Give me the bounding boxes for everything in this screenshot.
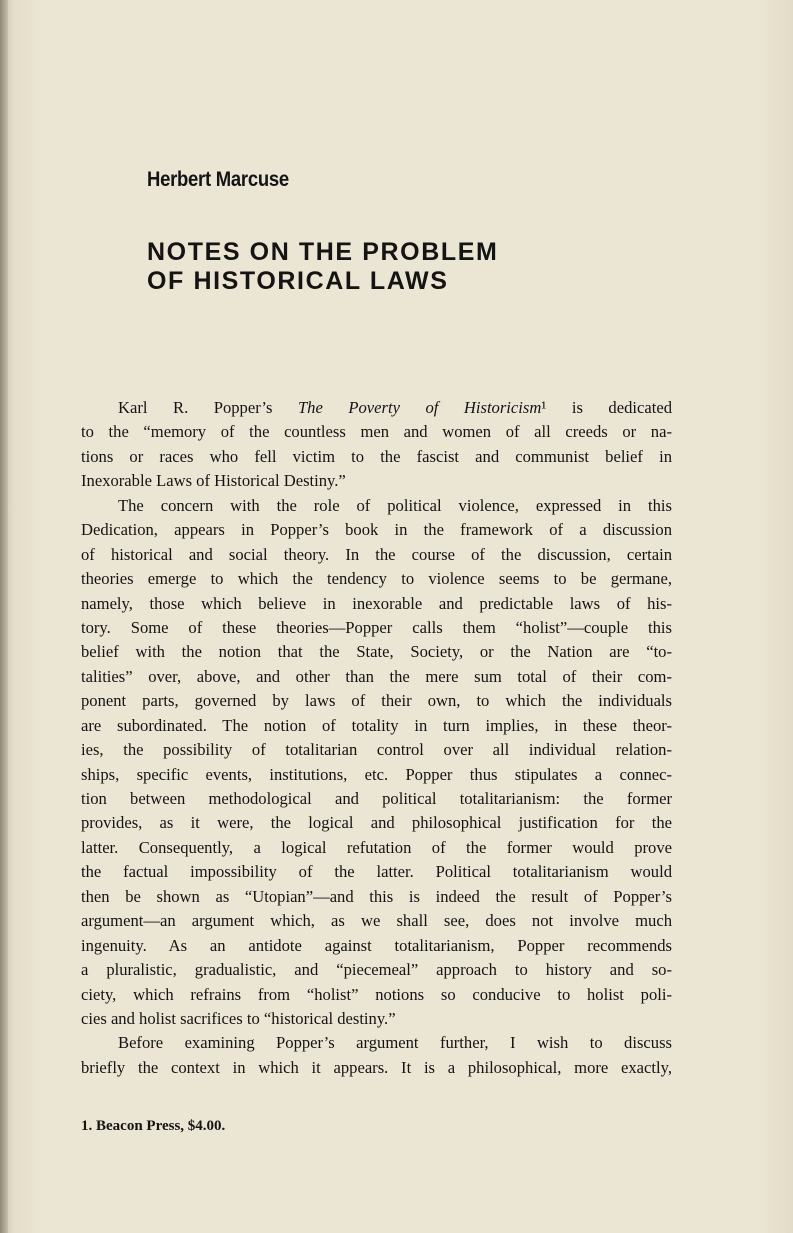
body-line: cies and holist sacrifices to “historical destiny.” (81, 1008, 396, 1028)
author-name: Herbert Marcuse (147, 168, 289, 191)
body-line: tions or races who fell victim to the fascist and communist belief in (81, 446, 672, 466)
body-line: Dedication, appears in Popper’s book in the framework of a discussion (81, 520, 672, 540)
body-line: briefly the context in which it appears. It is a philosophical, more exactly, (81, 1057, 672, 1077)
body-line: ciety, which refrains from “holist” notions so conducive to holist poli- (81, 984, 672, 1004)
body-line: argument—an argument which, as we shall see, does not involve much (81, 911, 672, 931)
body-line: tion between methodological and political totalitarianism: the former (81, 789, 672, 808)
body-line: Inexorable Laws of Historical Destiny.” (81, 471, 346, 491)
body-line: namely, those which believe in inexorable and predictable laws of his- (81, 593, 672, 613)
body-line: to the “memory of the countless men and women of all creeds or na- (81, 422, 672, 442)
body-line: provides, as it were, the logical and philosophical justification for the (81, 813, 672, 833)
body-line: talities” over, above, and other than the mere sum total of their com- (81, 666, 672, 686)
body-line: ships, specific events, institutions, etc. Popper thus stipulates a connec- (81, 764, 672, 784)
body-line: tory. Some of these theories—Popper calls them “holist”—couple this (81, 617, 672, 637)
body-line: The concern with the role of political violence, expressed in this (118, 495, 672, 515)
body-line: a pluralistic, gradualistic, and “piecemeal” approach to history and so- (81, 960, 672, 980)
body-line: belief with the notion that the State, Society, or the Nation are “to- (81, 642, 672, 662)
body-line: ponent parts, governed by laws of their own, to which the individuals (81, 691, 672, 711)
footnote: 1. Beacon Press, $4.00. (81, 1118, 226, 1134)
title-line-2: OF HISTORICAL LAWS (147, 267, 449, 295)
book-title: The Poverty of Historicism (297, 398, 542, 417)
body-line: theories emerge to which the tendency to violence seems to be germane, (81, 569, 672, 589)
body-line: latter. Consequently, a logical refutation of the former would prove (81, 837, 672, 857)
body-line: are subordinated. The notion of totality in turn implies, in these theor- (81, 715, 672, 735)
body-line: the factual impossibility of the latter. Political totalitarianism would (81, 862, 672, 882)
title-line-1: NOTES ON THE PROBLEM (147, 238, 499, 266)
body-line: of historical and social theory. In the course of the discussion, certain (81, 544, 672, 564)
body-text (81, 396, 672, 1080)
body-line: Karl R. Popper’s The Poverty of Historicism¹ is dedicated (118, 398, 672, 417)
body-line: Before examining Popper’s argument further, I wish to discuss (118, 1033, 672, 1053)
body-line: then be shown as “Utopian”—and this is indeed the result of Popper’s (81, 886, 672, 906)
body-line: ies, the possibility of totalitarian control over all individual relation- (81, 740, 672, 760)
book-spine-shadow (0, 0, 8, 1233)
body-line: ingenuity. As an antidote against totalitarianism, Popper recommends (81, 935, 672, 955)
article-title (147, 238, 498, 296)
